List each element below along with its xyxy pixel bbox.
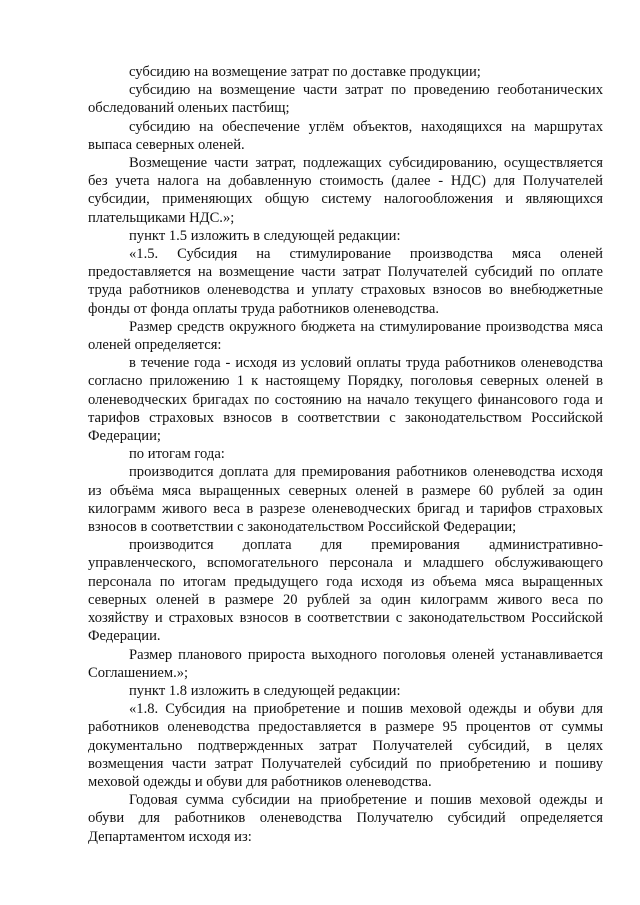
paragraph: Годовая сумма субсидии на приобретение и пошив меховой одежды и обуви для работников оленеводства Получателю субсидий определяется Департаментом исходя из: [88, 792, 603, 845]
paragraph: Размер средств окружного бюджета на стимулирование производства мяса оленей определяется: [88, 318, 603, 354]
paragraph: «1.5. Субсидия на стимулирование производства мяса оленей предоставляется на возмещение части затрат Получателей субсидий по оплате труда работников оленеводства и уплату страховых взносов во внебюджетные фонды от фонда оплаты труда работников оленеводства. [88, 246, 603, 317]
paragraph: Размер планового прироста выходного поголовья оленей устанавливается Соглашением.»; [88, 646, 603, 681]
paragraph: «1.8. Субсидия на приобретение и пошив меховой одежды и обуви для работников оленеводства предоставляется в размере 95 процентов от суммы документально подтвержденных затрат Получателей субсидий, в целях возмещения части затрат Получателей субсидий по приобретению и пошиву меховой одежды и обуви для работников оленеводства. [88, 701, 603, 790]
paragraph: производится доплата для премирования работников оленеводства исходя из объёма мяса выращенных северных оленей в размере 60 рублей за один килограмм живого веса в разрезе оленеводческих бригад и тарифов страховых взносов в соответствии с законодательством Российской Федерации; [88, 464, 603, 536]
paragraph: по итогам года: [129, 446, 225, 463]
paragraph: Возмещение части затрат, подлежащих субсидированию, осуществляется без учета налога на добавленную стоимость (далее - НДС) для Получателей субсидии, применяющих общую систему налогообложения и являющихся плательщиками НДС.»; [88, 155, 603, 226]
paragraph: субсидию на возмещение затрат по доставке продукции; [129, 64, 481, 80]
paragraph: субсидию на обеспечение углём объектов, находящихся на маршрутах выпаса северных оленей. [88, 118, 603, 153]
paragraph: в течение года - исходя из условий оплаты труда работников оленеводства согласно приложению 1 к настоящему Порядку, поголовья северных оленей в оленеводческих бригадах по состоянию на начало текущего финансового года и тарифов страховых взносов в соответствии с законодательством Российской Федерации; [88, 355, 603, 445]
paragraph: производится доплата для премирования административно-управленческого, вспомогательного персонала и младшего обслуживающего персонала по итогам предыдущего года исходя из объема мяса выращенных северных оленей в размере 20 рублей за один килограмм живого веса по хозяйству и страховых взносов в соответствии с законодательством Российской Федерации. [88, 537, 603, 645]
document-page [88, 63, 603, 846]
paragraph: пункт 1.5 изложить в следующей редакции: [129, 227, 401, 244]
paragraph: пункт 1.8 изложить в следующей редакции: [129, 682, 401, 699]
paragraph: субсидию на возмещение части затрат по проведению геоботанических обследований оленьих пастбищ; [88, 82, 603, 117]
